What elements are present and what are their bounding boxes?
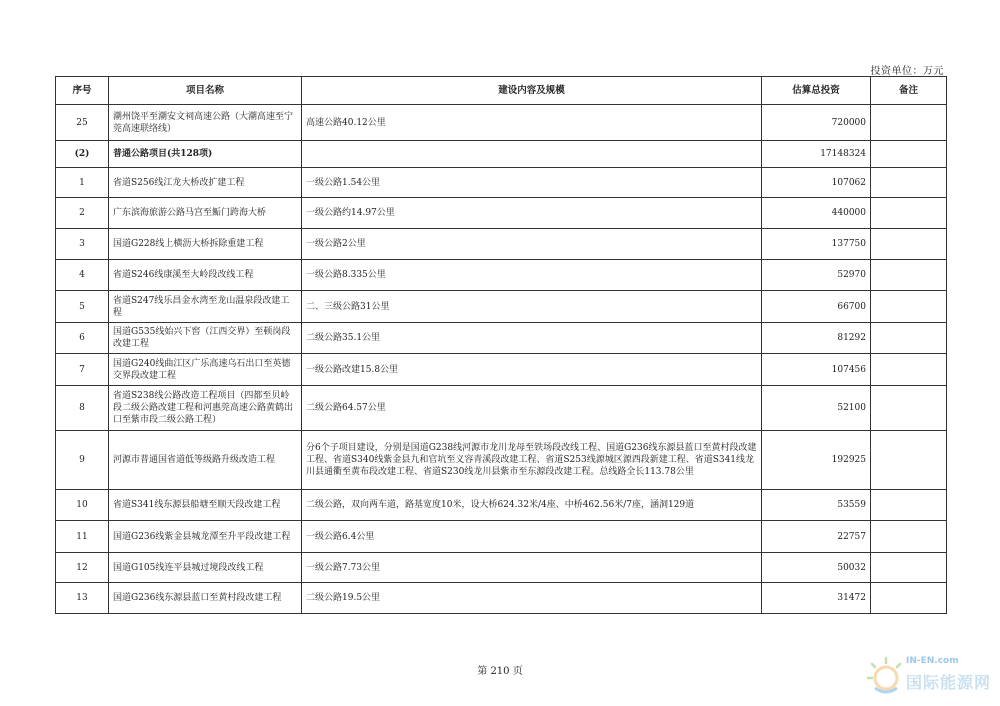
row-no: 9 — [56, 431, 109, 490]
row-no: 8 — [56, 386, 109, 431]
row-note — [871, 490, 947, 521]
row-name: 国道G105线连平县城过境段改线工程 — [109, 553, 302, 583]
header-note: 备注 — [871, 77, 947, 105]
row-no: 10 — [56, 490, 109, 521]
table-row — [56, 490, 947, 521]
table-row — [56, 521, 947, 553]
row-no: 11 — [56, 521, 109, 553]
row-investment: 22757 — [762, 521, 871, 553]
table-row — [56, 431, 947, 490]
row-investment: 52100 — [762, 386, 871, 431]
table-row — [56, 105, 947, 141]
row-content: 高速公路40.12公里 — [302, 105, 762, 141]
row-content — [302, 141, 762, 168]
row-investment: 66700 — [762, 291, 871, 323]
table-row — [56, 354, 947, 386]
row-content: 一级公路6.4公里 — [302, 521, 762, 553]
watermark-cn: 国际能源网 — [906, 673, 992, 692]
table-row — [56, 553, 947, 583]
row-content: 二级公路19.5公里 — [302, 583, 762, 614]
table-header-row — [56, 77, 947, 105]
row-content: 二级公路35.1公里 — [302, 323, 762, 354]
watermark-en: IN-EN.com — [906, 656, 959, 666]
row-content: 分6个子项目建设，分别是国道G238线河源市龙川龙母至铁场段改线工程、国道G236线东源县蓝口至黄村段改建工程、省道S340线紫金县九和官坑至义容青溪段改建工程、省道S253线源城区源西段新建工程、省道S341线龙川县通衢至黄布段改建工程、省道S230线龙川县紫市至东源段改建工程。总线路全长113.78公里 — [302, 431, 762, 490]
row-no: 25 — [56, 105, 109, 141]
row-investment: 107456 — [762, 354, 871, 386]
table-row — [56, 323, 947, 354]
row-no: 3 — [56, 229, 109, 260]
row-name: 国道G240线曲江区广乐高速乌石出口至英德交界段改建工程 — [109, 354, 302, 386]
watermark-logo — [866, 654, 996, 700]
row-name: 国道G228线上横沥大桥拆除重建工程 — [109, 229, 302, 260]
row-note — [871, 553, 947, 583]
row-no: 4 — [56, 260, 109, 291]
row-name: 河源市普通国省道低等级路升级改造工程 — [109, 431, 302, 490]
row-content: 二级公路，双向两车道，路基宽度10米，设大桥624.32米/4座、中桥462.56米/7座，涵洞129道 — [302, 490, 762, 521]
header-no: 序号 — [56, 77, 109, 105]
row-no: 6 — [56, 323, 109, 354]
row-content: 一级公路改建15.8公里 — [302, 354, 762, 386]
row-name: 国道G236线紫金县城龙潭至升平段改建工程 — [109, 521, 302, 553]
row-investment: 53559 — [762, 490, 871, 521]
table-row — [56, 168, 947, 198]
row-investment: 107062 — [762, 168, 871, 198]
project-table — [55, 76, 947, 614]
row-no: 13 — [56, 583, 109, 614]
row-note — [871, 141, 947, 168]
row-no: 2 — [56, 198, 109, 229]
row-no: 1 — [56, 168, 109, 198]
sun-logo-icon — [866, 654, 906, 700]
row-name: 省道S341线东源县船塘至顺天段改建工程 — [109, 490, 302, 521]
table-row — [56, 198, 947, 229]
row-content: 一级公路约14.97公里 — [302, 198, 762, 229]
row-investment: 720000 — [762, 105, 871, 141]
row-investment: 81292 — [762, 323, 871, 354]
unit-label: 投资单位：万元 — [870, 66, 944, 77]
row-no: (2) — [56, 141, 109, 168]
row-note — [871, 229, 947, 260]
row-investment: 31472 — [762, 583, 871, 614]
row-content: 一级公路2公里 — [302, 229, 762, 260]
row-no: 12 — [56, 553, 109, 583]
row-note — [871, 521, 947, 553]
page-number: 第 210 页 — [477, 666, 523, 677]
row-note — [871, 583, 947, 614]
row-note — [871, 431, 947, 490]
row-content: 一级公路7.73公里 — [302, 553, 762, 583]
row-name: 普通公路项目(共128项) — [109, 141, 302, 168]
row-note — [871, 354, 947, 386]
row-note — [871, 291, 947, 323]
table-row — [56, 386, 947, 431]
table-row — [56, 291, 947, 323]
row-name: 潮州饶平至潮安文祠高速公路（大潮高速至宁莞高速联络线） — [109, 105, 302, 141]
row-content: 一级公路8.335公里 — [302, 260, 762, 291]
row-investment: 17148324 — [762, 141, 871, 168]
table-row — [56, 260, 947, 291]
row-investment: 192925 — [762, 431, 871, 490]
row-name: 省道S247线乐昌金水湾至龙山温泉段改建工程 — [109, 291, 302, 323]
row-name: 省道S246线康溪至大岭段改线工程 — [109, 260, 302, 291]
row-investment: 137750 — [762, 229, 871, 260]
row-name: 广东滨海旅游公路马宫至鲘门跨海大桥 — [109, 198, 302, 229]
table-row — [56, 229, 947, 260]
row-no: 5 — [56, 291, 109, 323]
header-investment: 估算总投资 — [762, 77, 871, 105]
row-content: 二、三级公路31公里 — [302, 291, 762, 323]
row-name: 国道G535线始兴下窖（江西交界）至顿岗段改建工程 — [109, 323, 302, 354]
row-name: 省道S256线江龙大桥改扩建工程 — [109, 168, 302, 198]
row-no: 7 — [56, 354, 109, 386]
row-content: 一级公路1.54公里 — [302, 168, 762, 198]
row-name: 国道G236线东源县蓝口至黄村段改建工程 — [109, 583, 302, 614]
row-investment: 440000 — [762, 198, 871, 229]
header-content: 建设内容及规模 — [302, 77, 762, 105]
row-investment: 52970 — [762, 260, 871, 291]
header-name: 项目名称 — [109, 77, 302, 105]
row-note — [871, 323, 947, 354]
table-row — [56, 583, 947, 614]
row-investment: 50032 — [762, 553, 871, 583]
row-note — [871, 105, 947, 141]
row-note — [871, 386, 947, 431]
row-content: 二级公路64.57公里 — [302, 386, 762, 431]
row-note — [871, 168, 947, 198]
row-note — [871, 198, 947, 229]
row-note — [871, 260, 947, 291]
row-name: 省道S238线公路改造工程项目（四都至贝岭段二级公路改建工程和河惠莞高速公路黄鹤出口至紫市段二级公路工程） — [109, 386, 302, 431]
table-row-subtotal — [56, 141, 947, 168]
